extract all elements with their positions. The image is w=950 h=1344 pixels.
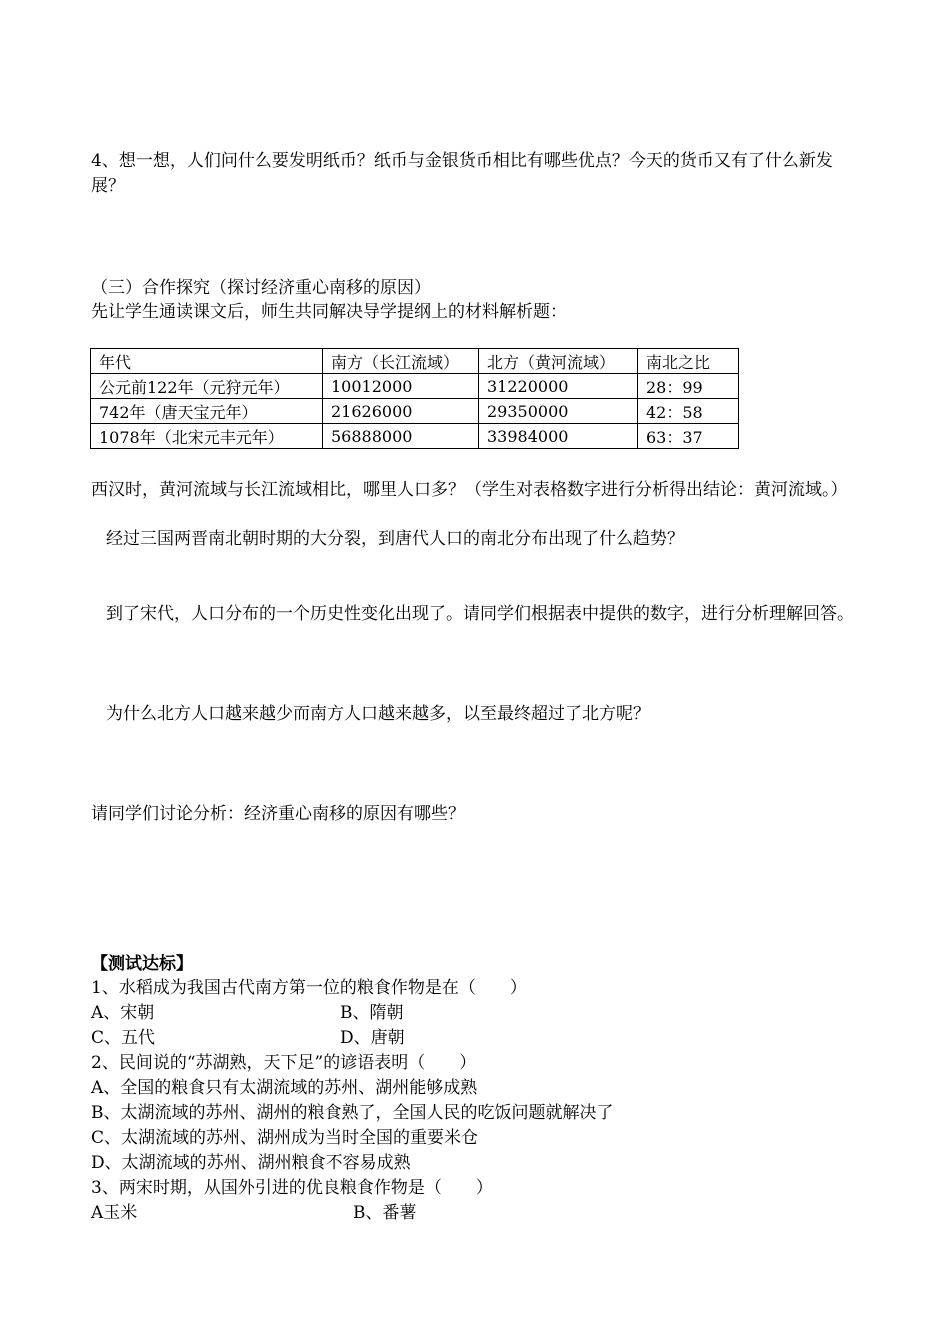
test-q1-option-c: C、五代 [91,1028,156,1048]
question-tang: 经过三国两晋南北朝时期的大分裂，到唐代人口的南北分布出现了什么趋势？ [106,529,684,549]
question-4: 4、想一想，人们问什么要发明纸币？纸币与金银货币相比有哪些优点？今天的货币又有了什么新发展？ [91,151,833,196]
population-table [90,348,739,449]
table-cell: 28：99 [638,374,739,399]
question-xihan: 西汉时，黄河流域与长江流域相比，哪里人口多？（学生对表格数字进行分析得出结论：黄河流域。） [91,480,848,500]
question-song: 到了宋代，人口分布的一个历史性变化出现了。请同学们根据表中提供的数字，进行分析理解回答。 [106,604,854,624]
table-cell: 33984000 [479,424,638,449]
table-cell: 42：58 [638,399,739,424]
test-q2-option-d: D、太湖流域的苏州、湖州粮食不容易成熟 [91,1153,411,1173]
section-intro: 先让学生通读课文后，师生共同解决导学提纲上的材料解析题： [91,302,567,322]
header-cell: 年代 [91,349,323,374]
table-cell: 31220000 [479,374,638,399]
table-header-row [91,349,739,374]
table-cell: 56888000 [323,424,479,449]
table-cell: 29350000 [479,399,638,424]
test-q2-option-a: A、全国的粮食只有太湖流域的苏州、湖州能够成熟 [91,1078,478,1098]
table-cell: 10012000 [323,374,479,399]
header-cell: 北方（黄河流域） [479,349,638,374]
test-q2-option-c: C、太湖流域的苏州、湖州成为当时全国的重要米仓 [91,1128,479,1148]
table-row [91,399,739,424]
test-q3-option-b: B、番薯 [353,1203,417,1223]
table-cell: 21626000 [323,399,479,424]
test-q1-option-a: A、宋朝 [91,1003,155,1023]
test-q1-stem: 1、水稻成为我国古代南方第一位的粮食作物是在（ ） [91,978,527,998]
header-cell: 南方（长江流域） [323,349,479,374]
test-heading: 【测试达标】 [91,954,193,974]
question-discuss: 请同学们讨论分析：经济重心南移的原因有哪些？ [91,804,465,824]
section-heading: （三）合作探究（探讨经济重心南移的原因） [91,278,431,298]
test-q3-stem: 3、两宋时期，从国外引进的优良粮食作物是（ ） [91,1178,493,1198]
table-row [91,374,739,399]
table-cell: 公元前122年（元狩元年） [91,374,323,399]
test-q3-option-a: A玉米 [91,1203,138,1223]
test-q2-option-b: B、太湖流域的苏州、湖州的粮食熟了，全国人民的吃饭问题就解决了 [91,1103,614,1123]
table-cell: 742年（唐天宝元年） [91,399,323,424]
test-q1-option-d: D、唐朝 [340,1028,405,1048]
table-cell: 63：37 [638,424,739,449]
test-q1-option-b: B、隋朝 [340,1003,404,1023]
question-why: 为什么北方人口越来越少而南方人口越来越多，以至最终超过了北方呢？ [106,704,650,724]
table-row [91,424,739,449]
table-cell: 1078年（北宋元丰元年） [91,424,323,449]
test-q2-stem: 2、民间说的“苏湖熟，天下足”的谚语表明（ ） [91,1053,477,1073]
header-cell: 南北之比 [638,349,739,374]
